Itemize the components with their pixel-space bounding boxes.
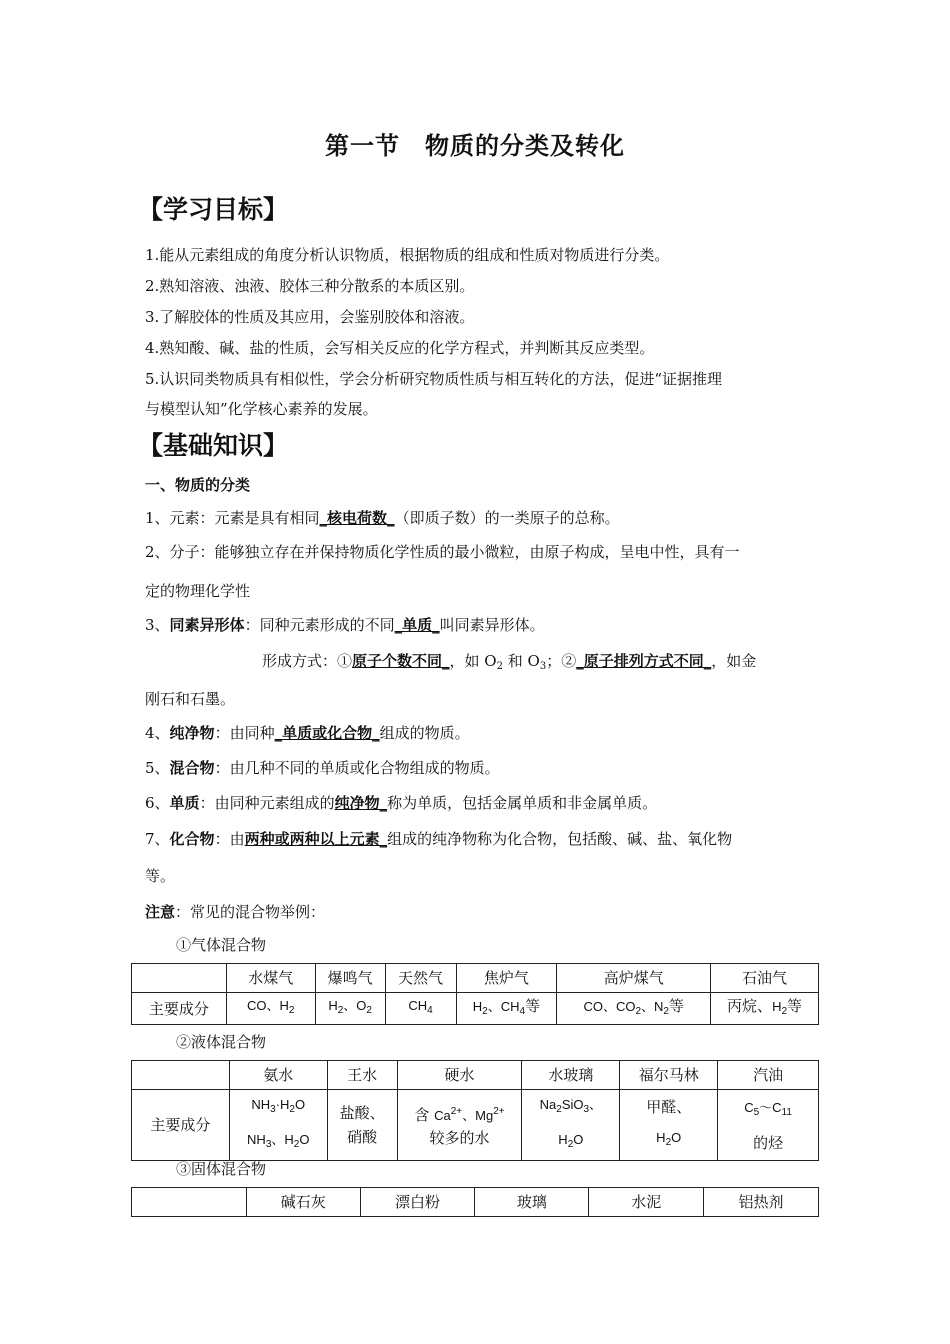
paragraph-molecule-cont: 定的物理化学性 — [145, 582, 251, 600]
objective-item: 3.了解胶体的性质及其应用，会鉴别胶体和溶液。 — [145, 308, 475, 326]
objective-item: 与模型认知”化学核心素养的发展。 — [145, 400, 378, 418]
table-cell: 盐酸、 硝酸 — [327, 1090, 397, 1161]
row-label: 主要成分 — [132, 993, 227, 1025]
objectives-heading: 【学习目标】 — [138, 195, 289, 224]
paragraph-compound: 7、化合物：由两种或两种以上元素_组成的纯净物称为化合物，包括酸、碱、盐、氧化物 — [145, 830, 733, 848]
paragraph-molecule: 2、分子：能够独立存在并保持物质化学性质的最小微粒，由原子构成，呈电中性，具有一 — [145, 543, 740, 561]
table-cell — [132, 1061, 230, 1090]
objective-item: 4.熟知酸、碱、盐的性质，会写相关反应的化学方程式，并判断其反应类型。 — [145, 339, 655, 357]
objective-item: 2.熟知溶液、浊液、胶体三种分散系的本质区别。 — [145, 277, 475, 295]
solid-mixture-table — [131, 1187, 819, 1217]
paragraph-element: 1、元素：元素是具有相同_核电荷数_（即质子数）的一类原子的总称。 — [145, 509, 620, 527]
table-header: 水玻璃 — [522, 1061, 620, 1090]
table-cell: 丙烷、$H_2$等 — [711, 993, 819, 1025]
page-title: 第一节 物质的分类及转化 — [325, 131, 625, 160]
table-header: 玻璃 — [475, 1188, 589, 1217]
table-header: 漂白粉 — [360, 1188, 475, 1217]
table-header: 碱石灰 — [246, 1188, 360, 1217]
objective-item: 5.认识同类物质具有相似性，学会分析研究物质性质与相互转化的方法，促进“证据推理 — [145, 370, 722, 388]
paragraph-allotrope: 3、同素异形体：同种元素形成的不同_单质_叫同素异形体。 — [145, 616, 545, 634]
solid-caption: ③固体混合物 — [176, 1160, 267, 1178]
table-header: 水泥 — [589, 1188, 704, 1217]
table-cell: $C_5\sim C_{11}$ 的烃 — [718, 1090, 819, 1161]
table-header: 水煤气 — [226, 964, 315, 993]
section-heading: 一、物质的分类 — [145, 476, 251, 494]
table-header: 焦炉气 — [456, 964, 557, 993]
liquid-mixture-table — [131, 1060, 819, 1161]
row-label: 主要成分 — [132, 1090, 230, 1161]
table-cell: $NH_3\cdot H_2O$ $NH_3$、$H_2O$ — [229, 1090, 327, 1161]
table-header: 福尔马林 — [620, 1061, 718, 1090]
table-cell: $CH_4$ — [385, 993, 456, 1025]
gas-caption: ①气体混合物 — [176, 936, 267, 954]
table-cell: $H_2$、$O_2$ — [315, 993, 385, 1025]
table-header: 爆鸣气 — [315, 964, 385, 993]
paragraph-simple-substance: 6、单质：由同种元素组成的纯净物_称为单质，包括金属单质和非金属单质。 — [145, 794, 658, 812]
table-header: 硬水 — [397, 1061, 522, 1090]
table-cell: $H_2$、$CH_4$等 — [456, 993, 557, 1025]
table-cell: CO、$CO_2$、$N_2$等 — [557, 993, 711, 1025]
paragraph-mixture: 5、混合物：由几种不同的单质或化合物组成的物质。 — [145, 759, 500, 777]
table-header: 王水 — [327, 1061, 397, 1090]
paragraph-allotrope-ways: 形成方式：①原子个数不同_，如 $O_2$ 和 $O_3$；②_原子排列方式不同_，如金 — [262, 652, 757, 672]
table-header: 铝热剂 — [704, 1188, 819, 1217]
note: 注意：常见的混合物举例： — [145, 903, 326, 921]
table-cell: $Na_2SiO_3$、 $H_2O$ — [522, 1090, 620, 1161]
basics-heading: 【基础知识】 — [138, 431, 289, 460]
table-header: 氨水 — [229, 1061, 327, 1090]
table-header: 石油气 — [711, 964, 819, 993]
liquid-caption: ②液体混合物 — [176, 1033, 267, 1051]
table-header: 高炉煤气 — [557, 964, 711, 993]
table-header: 天然气 — [385, 964, 456, 993]
table-cell — [132, 964, 227, 993]
gas-mixture-table — [131, 963, 819, 1025]
table-cell — [132, 1188, 247, 1217]
table-cell: CO、$H_2$ — [226, 993, 315, 1025]
objective-item: 1.能从元素组成的角度分析认识物质，根据物质的组成和性质对物质进行分类。 — [145, 246, 670, 264]
table-header: 汽油 — [718, 1061, 819, 1090]
paragraph-pure: 4、纯净物：由同种_单质或化合物_组成的物质。 — [145, 724, 470, 742]
paragraph-allotrope-cont: 刚石和石墨。 — [145, 690, 236, 708]
paragraph-compound-cont: 等。 — [145, 867, 176, 885]
table-cell: 含 $Ca^{2+}$、$Mg^{2+}$ 较多的水 — [397, 1090, 522, 1161]
table-cell: 甲醛、 $H_2O$ — [620, 1090, 718, 1161]
